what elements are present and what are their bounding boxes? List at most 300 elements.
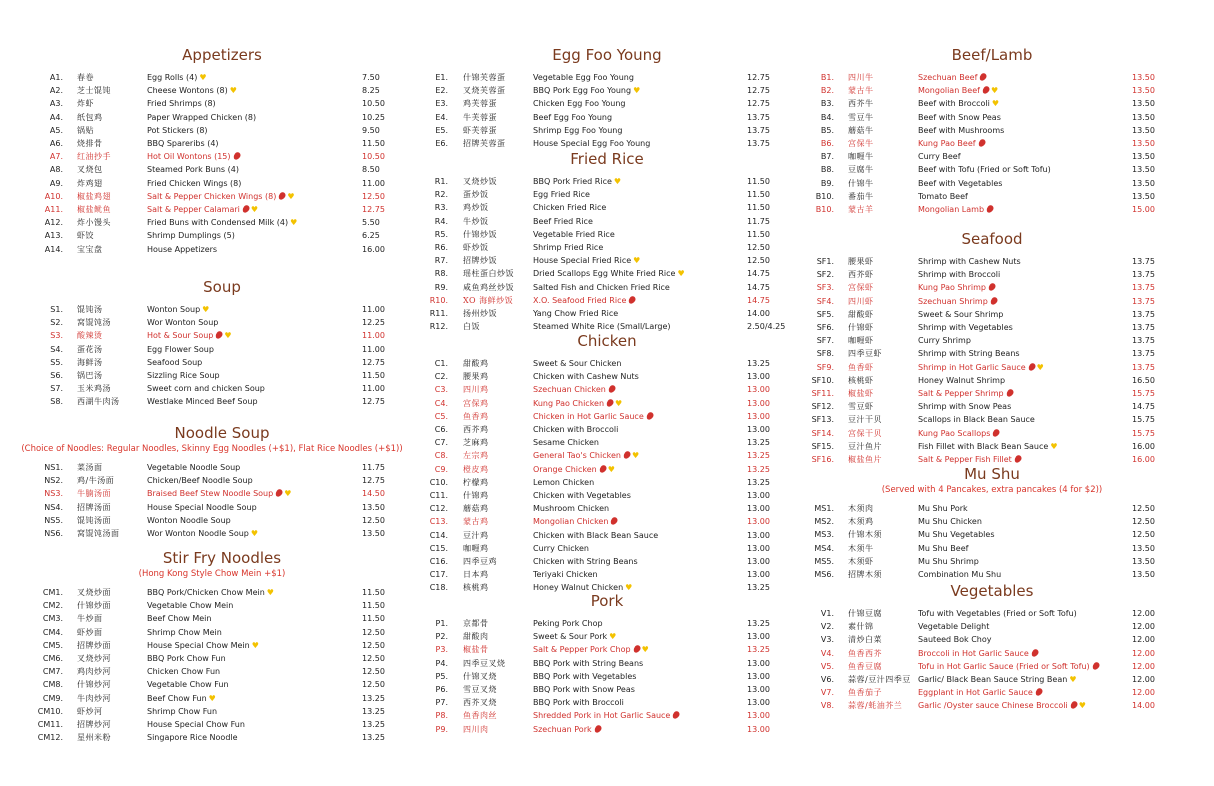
item-chinese-name: 什锦鸡 — [463, 491, 489, 500]
item-code: E2. — [435, 86, 448, 96]
item-chinese-name: 西芥叉烧 — [463, 698, 497, 708]
menu-item — [0, 441, 1214, 453]
item-price: 13.50 — [1132, 112, 1155, 122]
item-code: R2. — [434, 190, 448, 200]
section-note: (Choice of Noodles: Regular Noodles, Skinny Egg Noodles (+$1), Flat Rice Noodles (+$1)) — [21, 444, 403, 454]
item-chinese-name: 西湖牛肉汤 — [77, 397, 120, 407]
item-chinese-name: 蒜蓉/豆汁四季豆 — [848, 675, 911, 684]
item-name-text: Curry Chicken — [533, 543, 589, 553]
item-code: CM2. — [42, 601, 63, 611]
item-code: E1. — [435, 73, 448, 82]
menu-item — [0, 191, 1214, 203]
item-name-text: Chicken with Cashew Nuts — [533, 372, 639, 382]
item-price: 13.50 — [1132, 570, 1155, 579]
item-price: 13.50 — [1132, 99, 1155, 109]
item-name-text: Yang Chow Fried Rice — [533, 309, 619, 318]
item-price: 14.00 — [1132, 701, 1155, 711]
item-code: B10. — [815, 191, 834, 201]
item-chinese-name: 蛋炒饭 — [463, 190, 489, 200]
item-code: E6. — [435, 139, 448, 148]
item-price: 11.75 — [362, 463, 385, 472]
menu-item — [0, 296, 1214, 308]
item-price: 10.25 — [362, 112, 385, 122]
item-chinese-name: 宫保鸡 — [463, 398, 489, 408]
item-chinese-name: 豆汁干贝 — [848, 415, 882, 425]
item-name — [918, 661, 1099, 673]
item-code: MS5. — [814, 556, 834, 566]
item-code: NS5. — [44, 515, 63, 525]
favorite-heart-icon: ♥ — [1036, 362, 1044, 372]
item-code: NS2. — [44, 476, 63, 486]
item-price: 11.00 — [362, 344, 385, 354]
item-name-text: Wonton Soup — [147, 305, 201, 314]
item-name — [918, 191, 968, 203]
item-name — [918, 414, 1035, 426]
item-price: 13.00 — [747, 724, 770, 734]
item-name-text: Cheese Wontons (8) — [147, 86, 228, 96]
item-name-text: House Special Chow Mein — [147, 640, 250, 650]
spicy-pepper-icon — [979, 72, 989, 82]
item-name-text: Szechuan Chicken — [533, 385, 606, 395]
item-name-text: House Appetizers — [147, 244, 218, 254]
favorite-heart-icon: ♥ — [607, 464, 615, 474]
item-chinese-name: 木须牛 — [848, 543, 874, 553]
item-price: 12.50 — [1132, 517, 1155, 527]
item-chinese-name: 扬州炒饭 — [463, 309, 497, 318]
item-name-text: Seafood Soup — [147, 357, 203, 367]
item-code: V6. — [820, 675, 834, 684]
item-name — [918, 556, 979, 568]
favorite-heart-icon: ♥ — [625, 583, 633, 593]
item-code: NS3. — [44, 489, 63, 499]
item-chinese-name: 炸鸡翅 — [77, 178, 103, 188]
spicy-pepper-icon — [985, 204, 995, 214]
item-name-text: Salt & Pepper Calamari — [147, 205, 240, 214]
item-code: P7. — [435, 698, 448, 708]
item-name — [918, 125, 1004, 137]
item-code: A8. — [49, 165, 63, 175]
item-name — [533, 490, 631, 502]
item-code: V3. — [820, 635, 834, 645]
item-name-text: Egg Flower Soup — [147, 344, 214, 354]
item-name-text: Kung Pao Beef — [918, 139, 976, 148]
item-chinese-name: 纸包鸡 — [77, 112, 103, 122]
item-code: CM9. — [42, 693, 63, 703]
item-chinese-name: 椒盐骨 — [463, 645, 489, 655]
item-name-text: Westlake Minced Beef Soup — [147, 397, 258, 407]
item-name-text: Tomato Beef — [918, 191, 968, 201]
favorite-heart-icon: ♥ — [677, 269, 685, 279]
menu-item — [0, 362, 1214, 374]
menu-item — [0, 164, 1214, 176]
item-name-text: Salt & Pepper Chicken Wings (8) — [147, 191, 277, 201]
menu-item — [0, 309, 1214, 321]
menu-item — [0, 125, 1214, 137]
menu-item — [0, 72, 1214, 84]
item-name — [918, 164, 1051, 176]
item-code: B3. — [820, 99, 834, 109]
item-code: A2. — [49, 86, 63, 96]
item-name — [533, 216, 593, 228]
item-chinese-name: 椒盐鸡翅 — [77, 191, 111, 201]
item-code: C15. — [429, 543, 448, 553]
item-price: 13.75 — [1132, 309, 1155, 319]
item-name-text: Mushroom Chicken — [533, 504, 610, 514]
item-price: 11.00 — [362, 384, 385, 394]
item-name-text: BBQ Pork with Broccoli — [533, 698, 624, 708]
item-price: 12.00 — [1132, 661, 1155, 671]
item-name-text: BBQ Pork with Snow Peas — [533, 685, 635, 694]
item-code: C8. — [434, 451, 448, 461]
item-chinese-name: 海鲜汤 — [77, 357, 103, 367]
item-price: 11.50 — [747, 229, 770, 239]
item-name-text: Mu Shu Shrimp — [918, 556, 979, 566]
item-name — [918, 322, 1013, 334]
item-chinese-name: 蒜蓉/蚝油芥兰 — [848, 701, 903, 711]
item-name-text: Salt & Pepper Fish Fillet — [918, 455, 1012, 464]
item-chinese-name: 红油抄手 — [77, 152, 111, 162]
item-chinese-name: 牛腩汤面 — [77, 489, 111, 499]
item-code: SF12. — [811, 402, 834, 412]
item-name — [918, 72, 986, 84]
item-name-text: Combination Mu Shu — [918, 570, 1002, 579]
item-name-text: Salted Fish and Chicken Fried Rice — [533, 282, 670, 292]
item-chinese-name: XO 海鲜炒饭 — [463, 295, 514, 305]
item-price: 13.25 — [362, 733, 385, 743]
item-chinese-name: 蘑菇鸡 — [463, 504, 489, 514]
item-name-text: Vegetable Fried Rice — [533, 229, 615, 239]
item-name-text: Beef Chow Mein — [147, 614, 212, 624]
menu-item — [0, 282, 1214, 294]
item-price: 13.50 — [1132, 543, 1155, 553]
spicy-pepper-icon — [593, 724, 603, 734]
item-price: 13.50 — [1132, 165, 1155, 175]
menu-item — [0, 388, 1214, 400]
item-name-text: Shrimp in Hot Garlic Sauce — [918, 362, 1026, 372]
item-name — [918, 569, 1001, 581]
item-chinese-name: 腰果鸡 — [463, 372, 489, 382]
item-code: C9. — [434, 464, 448, 474]
item-chinese-name: 芝士馄饨 — [77, 86, 111, 96]
item-code: B1. — [820, 73, 834, 82]
item-chinese-name: 烧排骨 — [77, 139, 103, 148]
item-code: B4. — [820, 112, 834, 122]
item-name-text: Sizzling Rice Soup — [147, 371, 220, 380]
item-price: 12.00 — [1132, 622, 1155, 632]
item-name-text: Kung Pao Scallops — [918, 428, 991, 438]
spicy-pepper-icon — [1027, 362, 1037, 372]
item-price: 14.50 — [362, 489, 385, 499]
item-price: 11.00 — [362, 178, 385, 188]
item-name-text: Teriyaki Chicken — [533, 570, 598, 580]
item-chinese-name: 宫保干贝 — [848, 428, 882, 438]
item-chinese-name: 虾饺 — [77, 231, 94, 241]
item-name-text: Fried Shrimps (8) — [147, 99, 216, 109]
item-price: 8.50 — [362, 165, 380, 175]
item-code: SF9. — [816, 362, 834, 372]
item-name-text: Scallops in Black Bean Sauce — [918, 415, 1035, 425]
item-code: E4. — [435, 112, 448, 122]
item-chinese-name: 蒙古羊 — [848, 205, 874, 214]
item-chinese-name: 牛炒面 — [77, 614, 103, 624]
item-chinese-name: 四季豆虾 — [848, 349, 882, 359]
item-code: R12. — [429, 322, 448, 332]
item-price: 12.00 — [1132, 675, 1155, 684]
item-name — [918, 428, 999, 440]
item-code: S7. — [50, 384, 63, 394]
item-name-text: Chicken Egg Foo Young — [533, 99, 626, 109]
spicy-pepper-icon — [1091, 661, 1101, 671]
item-chinese-name: 叉烧炒河 — [77, 654, 111, 663]
item-name-text: Shrimp with String Beans — [918, 349, 1020, 359]
item-price: 13.25 — [747, 359, 770, 368]
item-name-text: Fish Fillet with Black Bean Sauce — [918, 441, 1049, 451]
item-price: 12.75 — [362, 397, 385, 407]
item-code: CM3. — [42, 614, 63, 624]
section-title: Soup — [203, 278, 241, 296]
menu-item — [0, 112, 1214, 124]
item-chinese-name: 鱼香肉丝 — [463, 711, 497, 721]
item-name — [918, 335, 971, 347]
section-title: Stir Fry Noodles — [162, 549, 282, 567]
item-chinese-name: 鸡肉炒河 — [77, 667, 111, 677]
menu-item — [0, 335, 1214, 347]
item-name-text: Sauteed Bok Choy — [918, 635, 992, 645]
item-name-text: Egg Rolls (4) — [147, 73, 198, 82]
item-code: CM1. — [42, 588, 63, 597]
item-name-text: Pot Stickers (8) — [147, 125, 208, 135]
item-price: 13.00 — [747, 517, 770, 527]
item-chinese-name: 什锦豆腐 — [848, 609, 882, 618]
item-price: 12.50 — [1132, 504, 1155, 513]
item-chinese-name: 春卷 — [77, 73, 94, 82]
item-chinese-name: 窝馄饨汤 — [77, 318, 111, 328]
item-name-text: Broccoli in Hot Garlic Sauce — [918, 648, 1029, 658]
item-chinese-name: 什锦虾 — [848, 323, 874, 332]
item-price: 11.50 — [362, 139, 385, 148]
item-code: A9. — [49, 178, 63, 188]
item-name-text: Steamed White Rice (Small/Large) — [533, 322, 671, 332]
item-code: MS1. — [814, 504, 834, 513]
item-chinese-name: 馄饨汤面 — [77, 515, 111, 525]
item-chinese-name: 四季豆鸡 — [463, 557, 497, 566]
item-chinese-name: 鱼香鸡 — [463, 411, 489, 421]
item-chinese-name: 炸虾 — [77, 99, 94, 109]
item-price: 13.25 — [362, 693, 385, 703]
item-name-text: Vegetable Delight — [918, 622, 990, 632]
item-code: P3. — [435, 645, 448, 655]
favorite-heart-icon: ♥ — [266, 588, 274, 597]
item-price: 13.25 — [747, 464, 770, 474]
menu-item — [0, 348, 1214, 360]
item-code: C1. — [434, 359, 448, 368]
section-title: Mu Shu — [964, 465, 1020, 483]
spicy-pepper-icon — [1034, 687, 1044, 697]
item-name-text: Beef Egg Foo Young — [533, 112, 613, 122]
item-chinese-name: 番茄牛 — [848, 191, 874, 201]
item-code: B7. — [820, 152, 834, 162]
item-code: R10. — [429, 295, 448, 305]
section-title: Appetizers — [182, 46, 262, 64]
item-chinese-name: 木须肉 — [848, 504, 874, 513]
item-chinese-name: 蛋花汤 — [77, 344, 103, 354]
item-code: R4. — [434, 216, 448, 226]
item-price: 12.75 — [362, 476, 385, 486]
item-chinese-name: 雪豆叉烧 — [463, 685, 497, 694]
favorite-heart-icon: ♥ — [990, 86, 999, 96]
favorite-heart-icon: ♥ — [991, 99, 1000, 109]
item-chinese-name: 甜酸虾 — [848, 309, 874, 319]
section-title: Beef/Lamb — [951, 46, 1033, 64]
item-price: 13.25 — [747, 583, 770, 593]
menu-item — [0, 648, 1214, 660]
item-code: R3. — [434, 203, 448, 213]
item-name-text: Egg Fried Rice — [533, 190, 590, 200]
item-name — [533, 724, 601, 736]
item-name-text: X.O. Seafood Fried Rice — [533, 295, 627, 305]
item-chinese-name: 日本鸡 — [463, 570, 489, 580]
item-chinese-name: 咖喱牛 — [848, 152, 874, 162]
menu-item — [0, 687, 1214, 699]
item-price: 14.75 — [747, 269, 770, 279]
item-name-text: BBQ Pork Chow Fun — [147, 654, 226, 663]
item-code: B6. — [820, 139, 834, 148]
item-code: B5. — [820, 125, 834, 135]
favorite-heart-icon: ♥ — [290, 218, 298, 228]
item-name-text: Sweet corn and chicken Soup — [147, 384, 265, 394]
item-chinese-name: 星州米粉 — [77, 733, 111, 743]
item-code: A3. — [49, 99, 63, 109]
item-chinese-name: 叉烧包 — [77, 165, 103, 175]
spicy-pepper-icon — [977, 138, 987, 148]
item-code: SF8. — [816, 349, 834, 359]
item-name-text: House Special Noodle Soup — [147, 502, 257, 512]
item-chinese-name: 玉米鸡汤 — [77, 384, 111, 394]
item-price: 14.00 — [747, 309, 770, 318]
item-code: A10. — [44, 191, 63, 201]
item-code: C6. — [434, 425, 448, 434]
item-code: S4. — [50, 344, 63, 354]
item-price: 15.75 — [1132, 415, 1155, 425]
item-chinese-name: 椒盐虾 — [848, 389, 874, 398]
item-name — [918, 112, 1001, 124]
item-name-text: Shrimp Chow Fun — [147, 706, 218, 716]
item-code: A5. — [49, 125, 63, 135]
item-chinese-name: 招牌炒面 — [77, 640, 111, 650]
item-code: S6. — [50, 371, 63, 380]
item-price: 13.75 — [747, 112, 770, 122]
item-price: 10.50 — [362, 152, 385, 162]
item-name-text: Chicken in Hot Garlic Sauce — [533, 411, 644, 421]
item-price: 13.00 — [747, 372, 770, 382]
item-code: CM6. — [42, 654, 63, 663]
item-price: 12.25 — [362, 318, 385, 328]
item-code: C12. — [429, 504, 448, 514]
item-name-text: Shrimp with Snow Peas — [918, 402, 1012, 412]
item-name-text: Chicken Fried Rice — [533, 203, 607, 213]
item-chinese-name: 鱼香虾 — [848, 362, 874, 372]
item-price: 13.25 — [362, 706, 385, 716]
item-price: 13.75 — [747, 125, 770, 135]
item-price: 13.00 — [747, 543, 770, 553]
item-name — [918, 621, 989, 633]
item-code: B9. — [820, 178, 834, 188]
item-price: 12.50 — [362, 654, 385, 663]
item-price: 11.00 — [362, 305, 385, 314]
item-name — [918, 348, 1020, 360]
favorite-heart-icon: ♥ — [251, 640, 259, 650]
item-price: 12.50 — [362, 640, 385, 650]
item-code: R9. — [434, 282, 448, 292]
item-name — [918, 388, 1013, 400]
item-chinese-name: 宫保牛 — [848, 139, 874, 148]
item-code: SF15. — [811, 441, 834, 451]
item-price: 13.25 — [747, 438, 770, 448]
item-chinese-name: 锅巴汤 — [77, 371, 103, 380]
item-price: 9.50 — [362, 125, 380, 135]
item-code: MS2. — [814, 517, 834, 527]
item-price: 13.00 — [747, 711, 770, 721]
item-chinese-name: 白饭 — [463, 322, 480, 332]
item-code: SF16. — [811, 455, 834, 464]
item-code: R1. — [434, 177, 448, 186]
item-chinese-name: 鸡炒饭 — [463, 203, 489, 213]
favorite-heart-icon: ♥ — [202, 305, 210, 314]
item-name-text: Szechuan Beef — [918, 73, 978, 82]
menu-item — [0, 503, 1214, 515]
item-code: SF14. — [811, 428, 834, 438]
item-chinese-name: 虾炒饭 — [463, 243, 489, 252]
item-price: 13.75 — [1132, 283, 1155, 293]
item-name — [918, 178, 1002, 190]
item-price: 13.00 — [747, 685, 770, 694]
menu-item — [0, 529, 1214, 541]
item-chinese-name: 瑶柱蛋白炒饭 — [463, 269, 514, 279]
item-price: 2.50/4.25 — [747, 322, 786, 332]
item-chinese-name: 雪豆牛 — [848, 112, 874, 122]
favorite-heart-icon: ♥ — [615, 398, 623, 408]
item-chinese-name: 芝麻鸡 — [463, 438, 489, 448]
item-chinese-name: 招牌木须 — [848, 570, 882, 579]
item-code: C3. — [434, 385, 448, 395]
item-name-text: Beef with Tofu (Fried or Soft Tofu) — [918, 165, 1051, 175]
item-chinese-name: 什锦木须 — [848, 530, 882, 540]
item-name — [918, 138, 985, 150]
item-code: V2. — [820, 622, 834, 632]
item-chinese-name: 叉烧炒面 — [77, 588, 111, 597]
item-price: 13.00 — [747, 411, 770, 421]
item-code: P8. — [435, 711, 448, 721]
item-name-text: Beef with Mushrooms — [918, 125, 1005, 135]
item-chinese-name: 椒盐鱼片 — [848, 455, 882, 464]
item-name-text: Szechuan Pork — [533, 724, 592, 734]
item-price: 15.75 — [1132, 428, 1155, 438]
favorite-heart-icon: ♥ — [631, 451, 640, 461]
favorite-heart-icon: ♥ — [287, 191, 295, 201]
item-code: SF10. — [811, 375, 834, 385]
item-name-text: Sesame Chicken — [533, 438, 599, 448]
item-name — [918, 700, 1086, 712]
item-chinese-name: 椒盐鱿鱼 — [77, 205, 111, 214]
item-chinese-name: 馄饨汤 — [77, 305, 103, 314]
item-price: 12.50 — [747, 256, 770, 266]
item-chinese-name: 宝宝盘 — [77, 244, 103, 254]
item-price: 13.50 — [1132, 125, 1155, 135]
item-name-text: Shrimp with Cashew Nuts — [918, 257, 1021, 266]
item-chinese-name: 橙皮鸡 — [463, 464, 489, 474]
item-name-text: Beef with Snow Peas — [918, 112, 1001, 122]
item-price: 8.25 — [362, 86, 380, 96]
